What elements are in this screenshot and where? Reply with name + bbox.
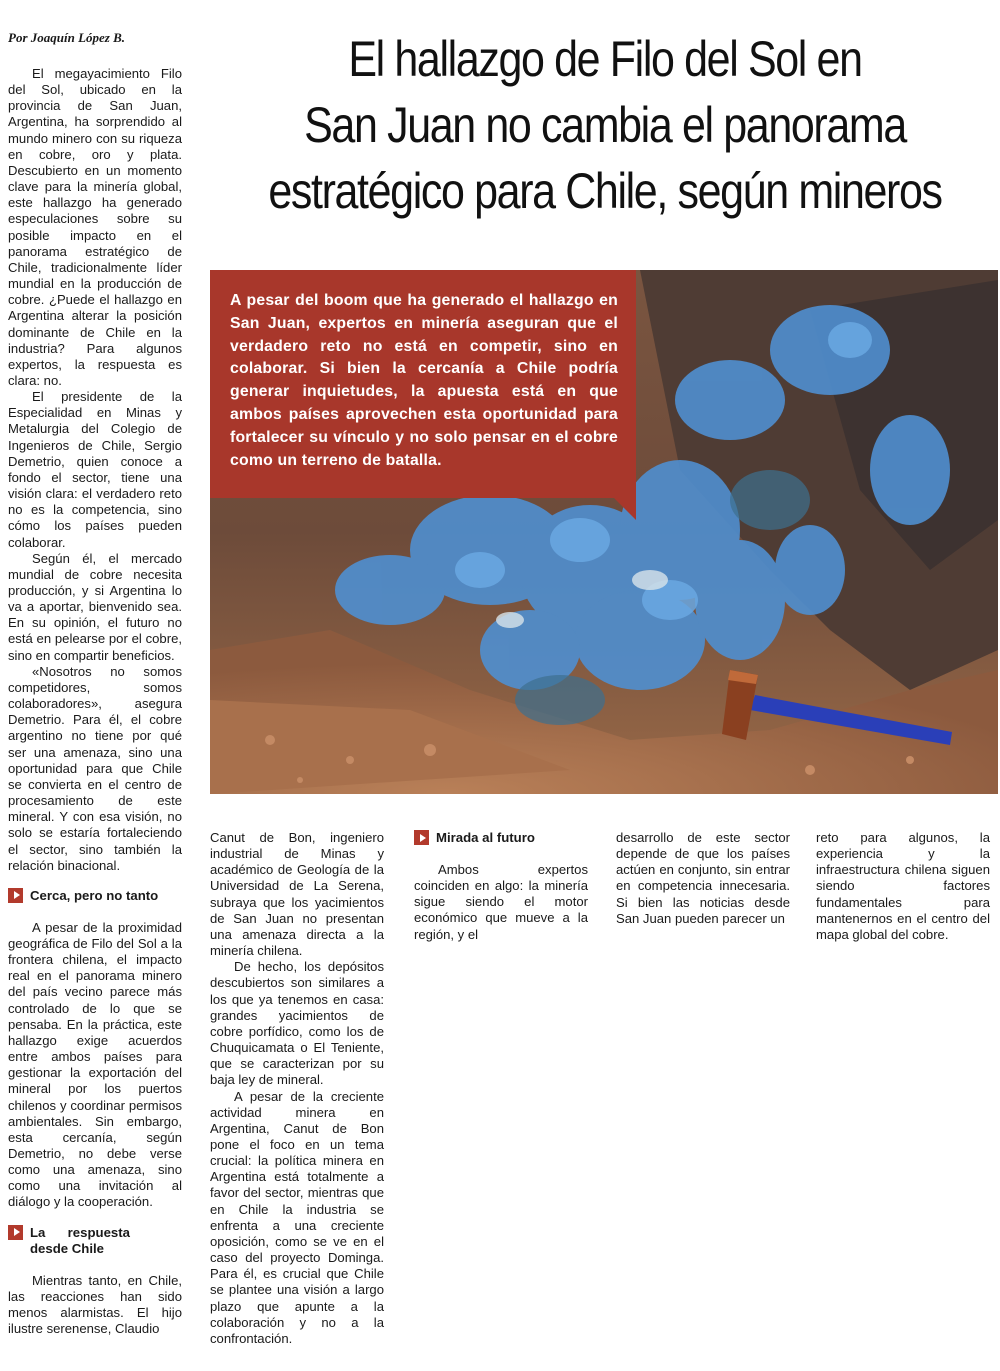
subhead-cerca [8, 888, 182, 904]
paragraph: El presidente de la Especialidad en Minas y Metalurgia del Colegio de Ingenieros de Chile, Sergio Demetrio, quien conoce a fondo el sector, tiene una visión clara: el verdadero reto no es la competencia, sino cómo los países pueden colaborar. [8, 389, 182, 550]
column-1 [8, 66, 182, 1337]
paragraph: Canut de Bon, ingeniero industrial de Minas y académico de Geología de la Universidad de La Serena, subraya que los yacimientos de San Juan no presentan una amenaza directa a la minería chilena. [210, 830, 384, 959]
paragraph: A pesar de la creciente actividad minera en Argentina, Canut de Bon pone el foco en un tema crucial: la política minera en Argentina está totalmente a favor del sector, mientras que en Chile la industria se enfrenta a una creciente oposición, como se ve en el caso del proyecto Dominga. Para él, es crucial que Chile se plantee una visión a largo plazo que apunte a la colaboración y no a la confrontación. [210, 1088, 384, 1346]
paragraph: reto para algunos, la experiencia y la infraestructura chilena siguen siendo factores fundamentales para mantenernos en el centro del mapa global del cobre. [816, 830, 990, 942]
headline-line-3: estratégico para Chile, según mineros [268, 163, 942, 219]
callout-box: A pesar del boom que ha generado el hallazgo en San Juan, expertos en minería aseguran que el verdadero reto no está en competir, sino en colaborar. Si bien la cercanía a Chile podría generar inquietudes, la apuesta está en que ambos países aprovechen esta oportunidad para fortalecer su vínculo y no solo pensar en el cobre como un terreno de batalla. [210, 270, 636, 498]
subhead-label: La respuesta desde Chile [30, 1224, 130, 1256]
paragraph: desarrollo de este sector depende de que los países actúen en conjunto, sin entrar en competencia innecesaria. Si bien las noticias desde San Juan pueden parecer un [616, 830, 790, 926]
subhead-label: Mirada al futuro [436, 830, 535, 845]
paragraph: Mientras tanto, en Chile, las reacciones han sido menos alarmistas. El hijo ilustre serenense, Claudio [8, 1272, 182, 1337]
subhead-label: Cerca, pero no tanto [30, 887, 159, 903]
headline [267, 26, 943, 224]
column-4 [616, 830, 790, 927]
paragraph: «Nosotros no somos competidores, somos colaboradores», asegura Demetrio. Para él, el cobre argentino no tiene por qué ser una amenaza, sino una oportunidad para que Chile se convierta en el centro de procesamiento de este mineral. Y con esa visión, no solo se estaría fortaleciendo el sector, sino también la relación binacional. [8, 663, 182, 873]
column-3 [414, 816, 588, 943]
column-5 [816, 830, 990, 943]
headline-line-2: San Juan no cambia el panorama [304, 97, 906, 153]
play-arrow-icon [8, 1225, 23, 1240]
paragraph: El megayacimiento Filo del Sol, ubicado en la provincia de San Juan, Argentina, ha sorprendido al mundo minero con su riqueza en cobre, oro y plata. Descubierto en un momento clave para la minería global, este hallazgo ha generado especulaciones sobre su posible impacto en el panorama estratégico de Chile, tradicionalmente líder mundial en la producción de cobre. ¿Puede el hallazgo en Argentina alterar la posición dominante de Chile en la industria? Para algunos expertos, la respuesta es clara: no. [8, 66, 182, 388]
play-arrow-icon [414, 830, 429, 845]
paragraph: Según él, el mercado mundial de cobre necesita producción, y si Argentina lo va a aportar, bienvenido sea. En su opinión, el futuro no está en pelearse por el cobre, sino en compartir beneficios. [8, 550, 182, 663]
paragraph: De hecho, los depósitos descubiertos son similares a los que ya tenemos en casa: grandes yacimientos de cobre porfídico, como los de Chuquicamata o El Teniente, que se caracterizan por su baja ley de mineral. [210, 959, 384, 1088]
byline: Por Joaquín López B. [8, 30, 126, 45]
paragraph: Ambos expertos coinciden en algo: la minería sigue siendo el motor económico que mueve a la región, y el [414, 862, 588, 942]
headline-line-1: El hallazgo de Filo del Sol en [348, 31, 862, 87]
subhead-respuesta [8, 1225, 182, 1257]
play-arrow-icon [8, 888, 23, 903]
subhead-mirada [414, 830, 588, 846]
paragraph: A pesar de la proximidad geográfica de Filo del Sol a la frontera chilena, el impacto real en el panorama minero del país vecino parece más controlado de lo que se pensaba. En la práctica, este hallazgo exige acuerdos entre ambos países para gestionar la exportación del mineral por los puertos chilenos y coordinar permisos ambientales. Sin embargo, esta cercanía, según Demetrio, no debe verse como una amenaza, sino como una invitación al diálogo y la cooperación. [8, 919, 182, 1210]
column-2 [210, 830, 384, 1347]
